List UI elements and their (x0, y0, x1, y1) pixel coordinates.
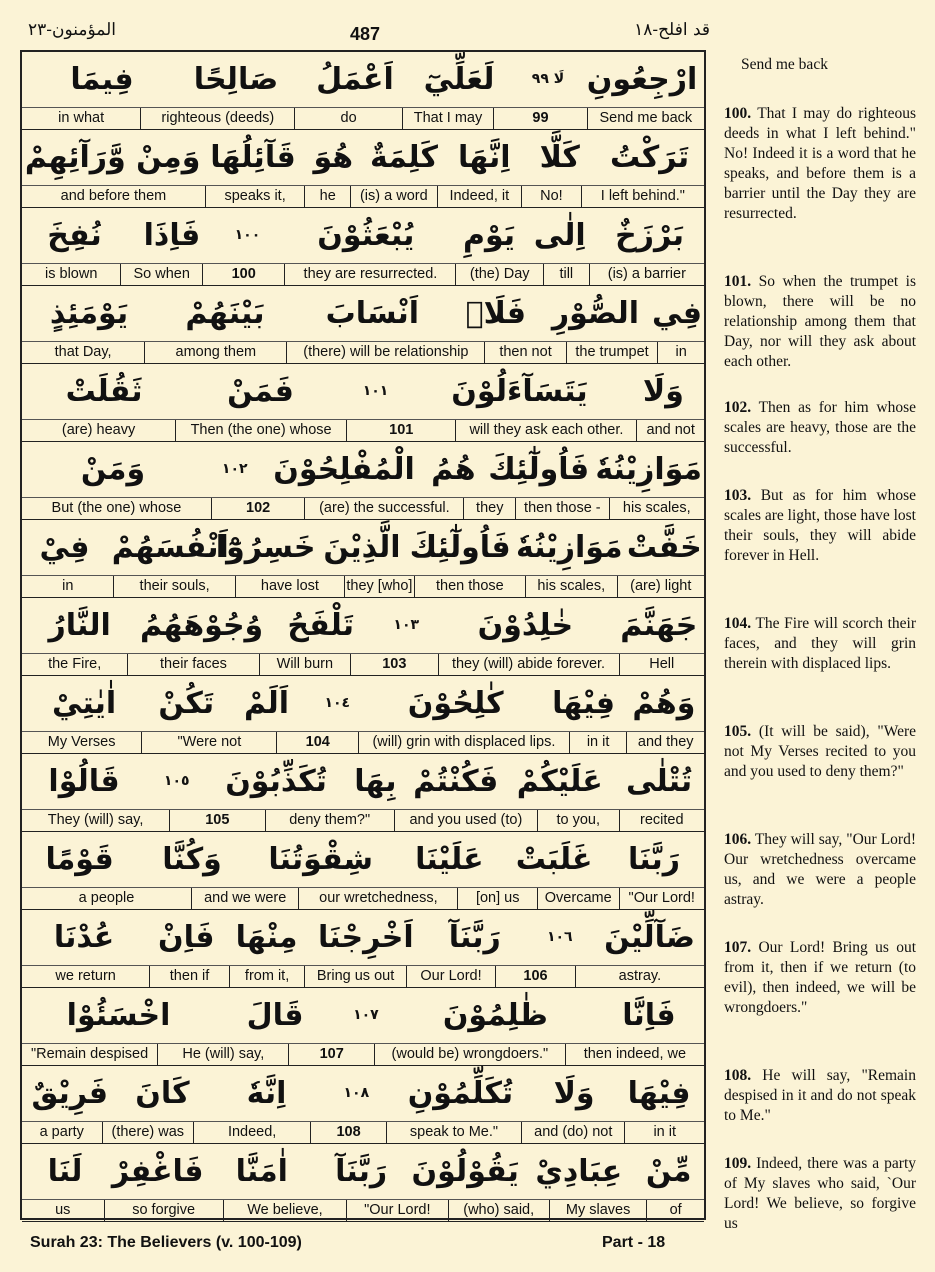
english-gloss-word: They (will) say, (47, 812, 144, 828)
english-gloss-line (22, 576, 704, 598)
english-gloss-word: they [who] (344, 576, 414, 597)
english-gloss-word: (will) grin with displaced lips. (358, 732, 569, 753)
english-gloss-word: "Were not (141, 732, 276, 753)
verse-number: 103. (724, 487, 752, 504)
arabic-word: فَاغْفِرْ (111, 1154, 204, 1189)
arabic-word: اٰمَنَّا (235, 1154, 288, 1189)
arabic-word: كَلِمَةٌ (369, 140, 438, 175)
english-gloss-word: they (463, 498, 515, 519)
english-gloss-word: So when (120, 264, 202, 285)
arabic-word: لَا ٩٩ (531, 71, 565, 87)
arabic-word: بَرْزَخٌ (615, 218, 684, 253)
english-gloss-word: his scales, (609, 498, 704, 519)
english-gloss-word: (is) a barrier (589, 264, 704, 285)
arabic-line (22, 1144, 704, 1200)
english-gloss-word: righteous (deeds) (140, 108, 294, 129)
english-gloss-word: 107 (288, 1044, 374, 1065)
arabic-word: تَلْفَحُ (287, 608, 355, 643)
word-by-word-panel (20, 50, 706, 1220)
arabic-word: وُجُوْهَهُمُ (140, 608, 264, 643)
arabic-word: كَانَ (135, 1076, 190, 1111)
english-gloss-word: of (646, 1200, 704, 1221)
english-gloss-word: (would be) wrongdoers." (374, 1044, 565, 1065)
arabic-word: اِلٰى (533, 218, 586, 253)
english-gloss-line (22, 186, 704, 208)
arabic-line (22, 832, 704, 888)
arabic-word: خٰلِدُوْنَ (477, 608, 574, 643)
arabic-word: اِنَّهَا (457, 140, 511, 175)
english-gloss-word: 108 (310, 1122, 386, 1143)
arabic-word: وَكُنَّا (162, 842, 222, 877)
arabic-word: تُكَذِّبُوْنَ (225, 764, 327, 799)
arabic-word: رَبَّنَآ (335, 1154, 388, 1189)
english-gloss-word: "Remain despised (31, 1046, 149, 1062)
english-gloss-word: 101 (346, 420, 455, 441)
arabic-word: فِيمَا (70, 62, 134, 97)
english-gloss-word: and they (626, 732, 704, 753)
arabic-word: مَوَازِيْنُهٗ (515, 530, 623, 565)
verse-translation (724, 272, 916, 372)
english-gloss-word: We believe, (223, 1200, 346, 1221)
arabic-word: اَنْفُسَهُمْ (111, 530, 229, 565)
english-gloss-word: "Our Lord! (346, 1200, 447, 1221)
english-gloss-word: [on] us (457, 888, 537, 909)
english-gloss-word: Overcame (537, 888, 619, 909)
english-gloss-line (22, 1044, 704, 1066)
english-gloss-word: astray. (575, 966, 704, 987)
english-gloss-word: Indeed, it (437, 186, 522, 207)
arabic-word: هُمُ (431, 452, 476, 487)
english-gloss-word: in (62, 578, 74, 594)
verse-text: (It will be said), "Were not My Verses recited to you and you used to deny them?" (724, 723, 917, 780)
english-gloss-word: speak to Me." (386, 1122, 521, 1143)
verse-row (22, 1144, 704, 1222)
verse-row (22, 598, 704, 676)
arabic-word: عَلَيْكُمْ (516, 764, 603, 799)
english-gloss-line (22, 654, 704, 676)
verse-text: The Fire will scorch their faces, and they will grin therein with displaced lips. (724, 615, 916, 672)
english-gloss-line (22, 810, 704, 832)
english-gloss-word: so forgive (104, 1200, 223, 1221)
arabic-word: فَكُنْتُمْ (413, 764, 499, 799)
english-gloss-word: (is) a word (350, 186, 437, 207)
arabic-word: رَبَّنَا (628, 842, 681, 877)
verse-translation (724, 830, 916, 910)
english-gloss-word: 106 (495, 966, 575, 987)
verse-text: Then as for him whose scales are heavy, those are the successful. (724, 399, 916, 456)
english-gloss-word: (the) Day (455, 264, 542, 285)
arabic-word: لَعَلِّيٓ (423, 62, 495, 97)
english-gloss-line (22, 108, 704, 130)
english-gloss-word: recited (619, 810, 705, 831)
english-gloss-word: the trumpet (566, 342, 657, 363)
arabic-word: فَاِنَّا (622, 998, 676, 1033)
verse-translation (724, 722, 916, 782)
arabic-word: الَّذِيْنَ (323, 530, 401, 565)
arabic-line (22, 52, 704, 108)
english-gloss-word: then those - (515, 498, 608, 519)
english-gloss-word: then indeed, we (565, 1044, 704, 1065)
english-gloss-word: in (657, 342, 704, 363)
english-gloss-word: (are) the successful. (304, 498, 463, 519)
arabic-line (22, 910, 704, 966)
english-gloss-word: in it (624, 1122, 704, 1143)
arabic-word: مِّنْ (645, 1154, 692, 1189)
arabic-word: كَلَّا (539, 140, 580, 175)
arabic-word: فَاُولٰٓئِكَ (488, 452, 590, 487)
english-gloss-word: 103 (350, 654, 437, 675)
verse-number: 107. (724, 939, 752, 956)
english-gloss-word: and you used (to) (394, 810, 537, 831)
english-gloss-word: (are) light (617, 576, 704, 597)
arabic-word: ١٠٠ (234, 227, 261, 243)
english-gloss-word: No! (521, 186, 581, 207)
english-gloss-word: have lost (235, 576, 344, 597)
arabic-word: تَكُنْ (158, 686, 215, 721)
english-gloss-word: among them (144, 342, 286, 363)
arabic-word: وَمِنْ وَّرَآئِهِمْ (24, 140, 201, 175)
english-gloss-word: we return (55, 968, 116, 984)
arabic-word: اٰيٰتِيْ (51, 686, 117, 721)
verse-text: Indeed, there was a party of My slaves who said, `Our Lord! We believe, so forgive us (724, 1155, 917, 1232)
arabic-line (22, 598, 704, 654)
english-gloss-line (22, 888, 704, 910)
english-gloss-word: a party (39, 1124, 84, 1140)
arabic-line (22, 130, 704, 186)
arabic-word: اَخْرِجْنَا (318, 920, 414, 955)
arabic-word: ضَآلِّيْنَ (604, 920, 695, 955)
arabic-word: جَهَنَّمَ (620, 608, 698, 643)
arabic-word: تُتْلٰى (626, 764, 693, 799)
arabic-word: وَهُمْ (632, 686, 696, 721)
footer-surah-info: Surah 23: The Believers (v. 100-109) (30, 1234, 302, 1251)
arabic-word: وَمَنْ (80, 452, 146, 487)
verse-row (22, 286, 704, 364)
arabic-word: قَآئِلُهَا (210, 140, 296, 175)
arabic-word: الْمُفْلِحُوْنَ (273, 452, 415, 487)
arabic-line (22, 676, 704, 732)
verse-number: 108. (724, 1067, 752, 1084)
english-gloss-word: 105 (169, 810, 264, 831)
arabic-word: ١٠١ (362, 383, 389, 399)
english-gloss-word: do (294, 108, 401, 129)
verse-row (22, 442, 704, 520)
arabic-word: النَّارُ (48, 608, 111, 643)
english-gloss-word: his scales, (525, 576, 616, 597)
english-gloss-line (22, 966, 704, 988)
arabic-word: اَنْسَابَ (325, 296, 420, 331)
arabic-word: صَالِحًا (193, 62, 279, 97)
arabic-word: قَالُوْا (48, 764, 120, 799)
arabic-word: قَوْمًا (45, 842, 114, 877)
english-gloss-word: (there) was (102, 1122, 193, 1143)
english-gloss-word: Our Lord! (406, 966, 495, 987)
arabic-line (22, 286, 704, 342)
arabic-word: فَرِيْقٌ (31, 1076, 109, 1111)
english-gloss-word: they are resurrected. (284, 264, 455, 285)
verse-text: But as for him whose scales are light, those have lost their souls, they will abide forever in Hell. (724, 487, 916, 564)
verse-translation (724, 398, 916, 458)
arabic-word: اخْسَئُوْا (66, 998, 171, 1033)
english-gloss-word: their souls, (113, 576, 234, 597)
verse-row (22, 130, 704, 208)
arabic-word: فَمَنْ (227, 374, 294, 409)
verse-text: So when the trumpet is blown, there will be no relationship among them that Day, nor will they ask about each other. (724, 273, 917, 370)
arabic-word: ١٠٤ (324, 695, 351, 711)
arabic-word: مِنْهَا (235, 920, 298, 955)
arabic-word: شِقْوَتُنَا (268, 842, 374, 877)
arabic-word: فِيْ (39, 530, 90, 565)
arabic-word: يَقُوْلُوْنَ (411, 1154, 519, 1189)
verse-number: 106. (724, 831, 752, 848)
english-gloss-word: My slaves (549, 1200, 646, 1221)
english-gloss-line (22, 1122, 704, 1144)
english-gloss-line (22, 264, 704, 286)
arabic-word: عُدْنَا (53, 920, 115, 955)
verse-text: They will say, "Our Lord! Our wretchedness overcame us, and we were a people astray. (724, 831, 916, 908)
english-gloss-word: and we were (191, 888, 298, 909)
arabic-word: الصُّوْرِ (551, 296, 640, 331)
english-gloss-word: My Verses (47, 734, 116, 750)
arabic-word: بِهَا (354, 764, 397, 799)
english-gloss-word: a people (78, 890, 135, 906)
verse-row (22, 676, 704, 754)
verse-text: Our Lord! Bring us out from it, then if we return (to evil), then indeed, we will be wrongdoers." (724, 939, 917, 1016)
arabic-word: كٰلِحُوْنَ (407, 686, 504, 721)
english-gloss-word: then those (414, 576, 525, 597)
english-gloss-word: 104 (276, 732, 358, 753)
arabic-word: اِنَّهٗ (246, 1076, 287, 1111)
verse-row (22, 754, 704, 832)
english-gloss-word: 102 (211, 498, 304, 519)
english-gloss-line (22, 1200, 704, 1222)
verse-translation (724, 104, 916, 224)
english-gloss-word: from it, (229, 966, 305, 987)
english-gloss-word: Bring us out (304, 966, 405, 987)
english-gloss-word: and not (636, 420, 704, 441)
english-gloss-word: That I may (402, 108, 493, 129)
english-gloss-line (22, 498, 704, 520)
verse-translation (724, 614, 916, 674)
english-gloss-word: and before them (60, 188, 167, 204)
arabic-word: وَلَا (642, 374, 684, 409)
verse-number: 101. (724, 273, 752, 290)
english-gloss-word: he (304, 186, 350, 207)
english-gloss-word: "Our Lord! (619, 888, 705, 909)
verse-text: That I may do righteous deeds in what I left behind." No! Indeed it is a word that he speaks, and before them is a barrier until the Day they are resurrected. (724, 105, 916, 222)
juz-name-header: قد افلح-١٨ (634, 20, 710, 40)
arabic-word: ١٠٢ (221, 461, 248, 477)
page-number: 487 (349, 24, 381, 44)
sidebar-intro: Send me back (741, 56, 828, 73)
arabic-line (22, 754, 704, 810)
english-gloss-word: the Fire, (48, 656, 102, 672)
arabic-word: ظٰلِمُوْنَ (442, 998, 548, 1033)
arabic-word: اَلَمْ (243, 686, 290, 721)
english-gloss-word: (who) said, (448, 1200, 549, 1221)
english-gloss-word: 99 (493, 108, 586, 129)
arabic-word: ثَقُلَتْ (65, 374, 143, 409)
page-header (20, 18, 710, 46)
english-gloss-word: Send me back (587, 108, 704, 129)
english-gloss-word: is blown (45, 266, 98, 282)
arabic-word: نُفِخَ (47, 218, 102, 253)
english-gloss-word: then not (484, 342, 566, 363)
arabic-word: يَتَسَآءَلُوْنَ (451, 374, 588, 409)
arabic-word: يُبْعَثُوْنَ (317, 218, 415, 253)
arabic-word: مَوَازِيْنُهٗ (595, 452, 702, 487)
english-gloss-word: He (will) say, (157, 1044, 288, 1065)
arabic-line (22, 988, 704, 1044)
english-gloss-word: I left behind." (581, 186, 704, 207)
arabic-word: ١٠٥ (163, 773, 190, 789)
english-gloss-word: in what (58, 110, 105, 126)
arabic-word: ١٠٧ (353, 1007, 379, 1023)
arabic-word: ١٠٦ (546, 929, 573, 945)
english-gloss-line (22, 732, 704, 754)
arabic-word: فَاِذَا (143, 218, 201, 253)
verse-translation (724, 1154, 916, 1234)
arabic-word: فَاُولٰٓئِكَ (409, 530, 511, 565)
english-gloss-line (22, 420, 704, 442)
verse-row (22, 988, 704, 1066)
english-gloss-word: Indeed, (193, 1122, 310, 1143)
english-gloss-word: and (do) not (521, 1122, 624, 1143)
surah-name-header: المؤمنون-٢٣ (28, 20, 117, 40)
english-gloss-word: Will burn (259, 654, 350, 675)
verse-row (22, 1066, 704, 1144)
arabic-word: يَوْمَئِذٍ (49, 296, 129, 331)
footer-part: Part - 18 (602, 1234, 666, 1251)
arabic-line (22, 520, 704, 576)
english-gloss-word: Then (the one) whose (175, 420, 346, 441)
english-gloss-word: our wretchedness, (298, 888, 457, 909)
verse-row (22, 520, 704, 598)
english-gloss-word: their faces (127, 654, 258, 675)
arabic-word: لَنَا (47, 1154, 83, 1189)
english-gloss-word: will they ask each other. (455, 420, 636, 441)
arabic-word: بَيْنَهُمْ (185, 296, 265, 331)
arabic-word: ١٠٨ (343, 1085, 370, 1101)
arabic-word: تَرَكْتُ (609, 140, 690, 175)
verse-number: 105. (724, 723, 752, 740)
verse-row (22, 364, 704, 442)
verse-row (22, 910, 704, 988)
english-gloss-line (22, 342, 704, 364)
arabic-word: خَفَّتْ (626, 530, 702, 565)
arabic-word: خَسِرُوْٓا (215, 530, 316, 565)
arabic-word: فِيْهَا (552, 686, 616, 721)
english-gloss-word: then if (149, 966, 229, 987)
arabic-word: اَعْمَلُ (316, 62, 394, 97)
english-gloss-word: (there) will be relationship (286, 342, 484, 363)
verse-number: 104. (724, 615, 752, 632)
english-gloss-word: in it (569, 732, 627, 753)
english-gloss-word: 100 (202, 264, 285, 285)
verse-row (22, 208, 704, 286)
english-gloss-word: they (will) abide forever. (438, 654, 619, 675)
verse-row (22, 832, 704, 910)
english-gloss-word: to you, (537, 810, 619, 831)
verse-translation (724, 1066, 916, 1126)
arabic-line (22, 364, 704, 420)
english-gloss-word: Hell (619, 654, 705, 675)
verse-translation (724, 938, 916, 1018)
english-gloss-word: But (the one) whose (51, 500, 182, 516)
arabic-word: رَبَّنَآ (448, 920, 501, 955)
arabic-line (22, 442, 704, 498)
arabic-word: يَوْمِ (462, 218, 516, 253)
arabic-word: قَالَ (246, 998, 304, 1033)
verse-row (22, 52, 704, 130)
arabic-line (22, 208, 704, 264)
arabic-word: غَلَبَتْ (515, 842, 593, 877)
arabic-line (22, 1066, 704, 1122)
arabic-word: فِي (652, 296, 702, 331)
arabic-word: هُوَ (313, 140, 354, 175)
english-gloss-word: till (543, 264, 589, 285)
arabic-word: تُكَلِّمُوْنِ (407, 1076, 514, 1111)
arabic-word: ارْجِعُونِ (586, 62, 698, 97)
verse-translation (724, 486, 916, 566)
english-gloss-word: (are) heavy (61, 422, 136, 438)
arabic-word: فِيْهَا (627, 1076, 691, 1111)
english-gloss-word: that Day, (54, 344, 112, 360)
arabic-word: وَلَا (553, 1076, 595, 1111)
verse-number: 102. (724, 399, 752, 416)
english-gloss-word: deny them?" (265, 810, 394, 831)
arabic-word: عِبَادِيْ (535, 1154, 623, 1189)
verse-number: 109. (724, 1155, 752, 1172)
arabic-word: ١٠٣ (393, 617, 420, 633)
arabic-word: فَلَاۤ (465, 296, 527, 331)
arabic-word: عَلَيْنَا (415, 842, 484, 877)
arabic-word: فَاِنْ (158, 920, 215, 955)
english-gloss-word: speaks it, (205, 186, 304, 207)
verse-text: He will say, "Remain despised in it and do not speak to Me." (724, 1067, 916, 1124)
english-gloss-word: us (55, 1202, 71, 1218)
verse-number: 100. (724, 105, 752, 122)
